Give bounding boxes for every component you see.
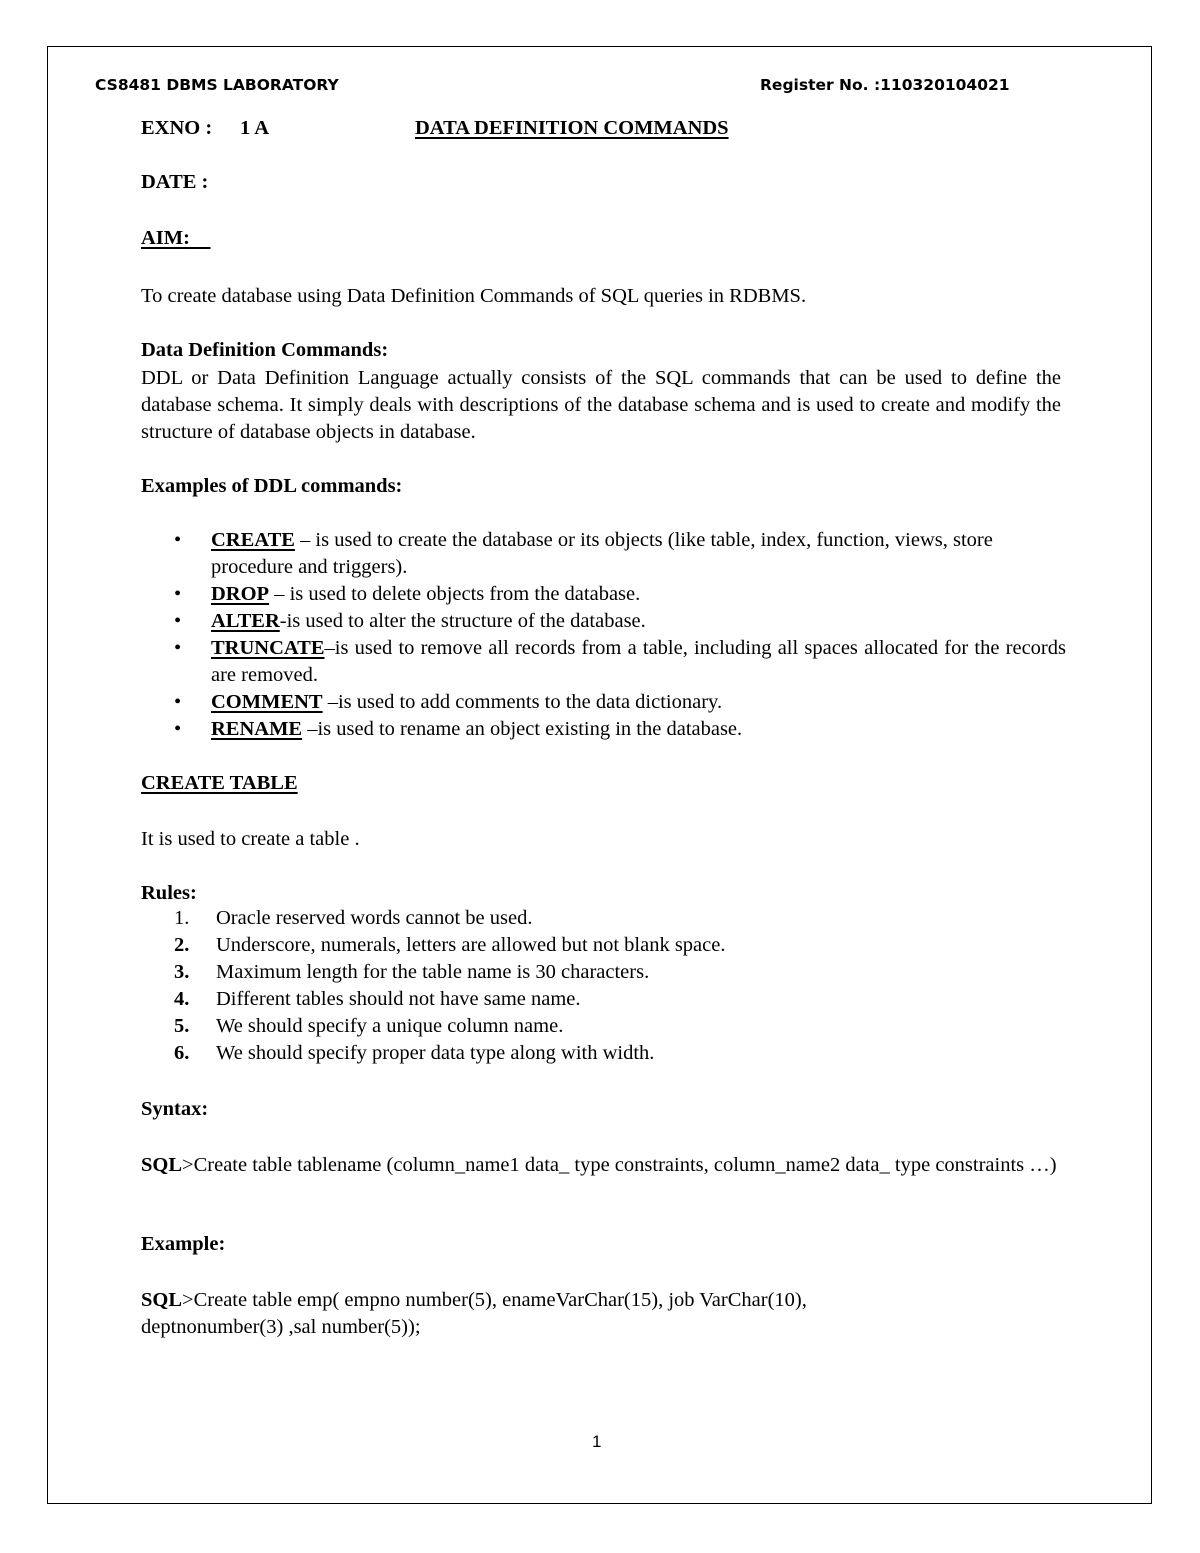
rule-number: 4. xyxy=(174,988,190,1010)
command-desc: -is used to alter the structure of the database. xyxy=(279,610,646,632)
page-title: DATA DEFINITION COMMANDS xyxy=(415,117,729,139)
command-desc: –is used to add comments to the data dictionary. xyxy=(322,691,723,713)
bullet-icon: • xyxy=(174,691,182,713)
create-table-text: It is used to create a table . xyxy=(141,828,360,850)
rule-number: 1. xyxy=(174,907,190,929)
rule-number: 2. xyxy=(174,934,190,956)
list-item xyxy=(141,608,1066,635)
rules-list xyxy=(141,905,725,1067)
ddc-heading: Data Definition Commands: xyxy=(141,339,389,361)
list-item xyxy=(141,635,1066,689)
bullet-icon: • xyxy=(174,529,182,551)
list-item xyxy=(141,527,1066,581)
rule-text: We should specify proper data type along with width. xyxy=(216,1042,655,1064)
command-name: ALTER xyxy=(211,610,280,632)
bullet-icon: • xyxy=(174,610,182,632)
command-name: DROP xyxy=(211,583,270,605)
examples-heading: Examples of DDL commands: xyxy=(141,475,403,497)
date-label: DATE : xyxy=(141,171,209,193)
bullet-icon: • xyxy=(174,718,182,740)
example-statement xyxy=(141,1287,941,1341)
command-desc: –is used to remove all records from a table, including all spaces allocated for the records are removed. xyxy=(211,637,1066,686)
rule-text: We should specify a unique column name. xyxy=(216,1015,564,1037)
command-name: CREATE xyxy=(211,529,295,551)
command-name: COMMENT xyxy=(211,691,323,713)
list-item xyxy=(141,689,1066,716)
command-name: TRUNCATE xyxy=(211,637,325,659)
list-item xyxy=(141,905,725,932)
list-item xyxy=(141,932,725,959)
list-item xyxy=(141,959,725,986)
rule-number: 3. xyxy=(174,961,190,983)
example-heading: Example: xyxy=(141,1233,226,1255)
exno-label: EXNO : xyxy=(141,117,213,139)
bullet-icon: • xyxy=(174,583,182,605)
sql-prompt: SQL xyxy=(141,1154,183,1176)
register-number: Register No. :110320104021 xyxy=(760,76,1010,94)
create-table-heading: CREATE TABLE xyxy=(141,772,298,794)
bullet-icon: • xyxy=(174,637,182,659)
syntax-heading: Syntax: xyxy=(141,1098,209,1120)
command-desc: – is used to delete objects from the database. xyxy=(269,583,641,605)
aim-text: To create database using Data Definition Commands of SQL queries in RDBMS. xyxy=(141,285,807,307)
list-item xyxy=(141,1040,725,1067)
ddc-paragraph: DDL or Data Definition Language actually consists of the SQL commands that can be used to define the database schema. It simply deals with descriptions of the database schema and is used to create and modify the structure of database objects in database. xyxy=(141,367,1061,443)
example-text: >Create table emp( empno number(5), enameVarChar(15), job VarChar(10), deptnonumber(3) ,sal number(5)); xyxy=(141,1289,807,1338)
command-name: RENAME xyxy=(211,718,303,740)
list-item xyxy=(141,1013,725,1040)
syntax-text: >Create table tablename (column_name1 data_ type constraints, column_name2 data_ type constraints …) xyxy=(182,1154,1057,1176)
page-number: 1 xyxy=(592,1432,602,1451)
list-item xyxy=(141,581,1066,608)
ddl-command-list xyxy=(141,527,1066,743)
rule-text: Underscore, numerals, letters are allowed but not blank space. xyxy=(216,934,726,956)
rule-number: 5. xyxy=(174,1015,190,1037)
rule-text: Different tables should not have same name. xyxy=(216,988,581,1010)
command-desc: – is used to create the database or its objects (like table, index, function, views, store procedure and triggers). xyxy=(211,529,993,578)
rule-number: 6. xyxy=(174,1042,190,1064)
rule-text: Oracle reserved words cannot be used. xyxy=(216,907,533,929)
exno-value: 1 A xyxy=(240,117,270,139)
course-header: CS8481 DBMS LABORATORY xyxy=(95,76,339,94)
syntax-statement xyxy=(141,1152,1066,1179)
list-item xyxy=(141,986,725,1013)
rules-heading: Rules: xyxy=(141,882,197,904)
rule-text: Maximum length for the table name is 30 characters. xyxy=(216,961,650,983)
sql-prompt: SQL xyxy=(141,1289,183,1311)
aim-heading: AIM: xyxy=(141,227,190,249)
list-item xyxy=(141,716,1066,743)
command-desc: –is used to rename an object existing in the database. xyxy=(302,718,743,740)
